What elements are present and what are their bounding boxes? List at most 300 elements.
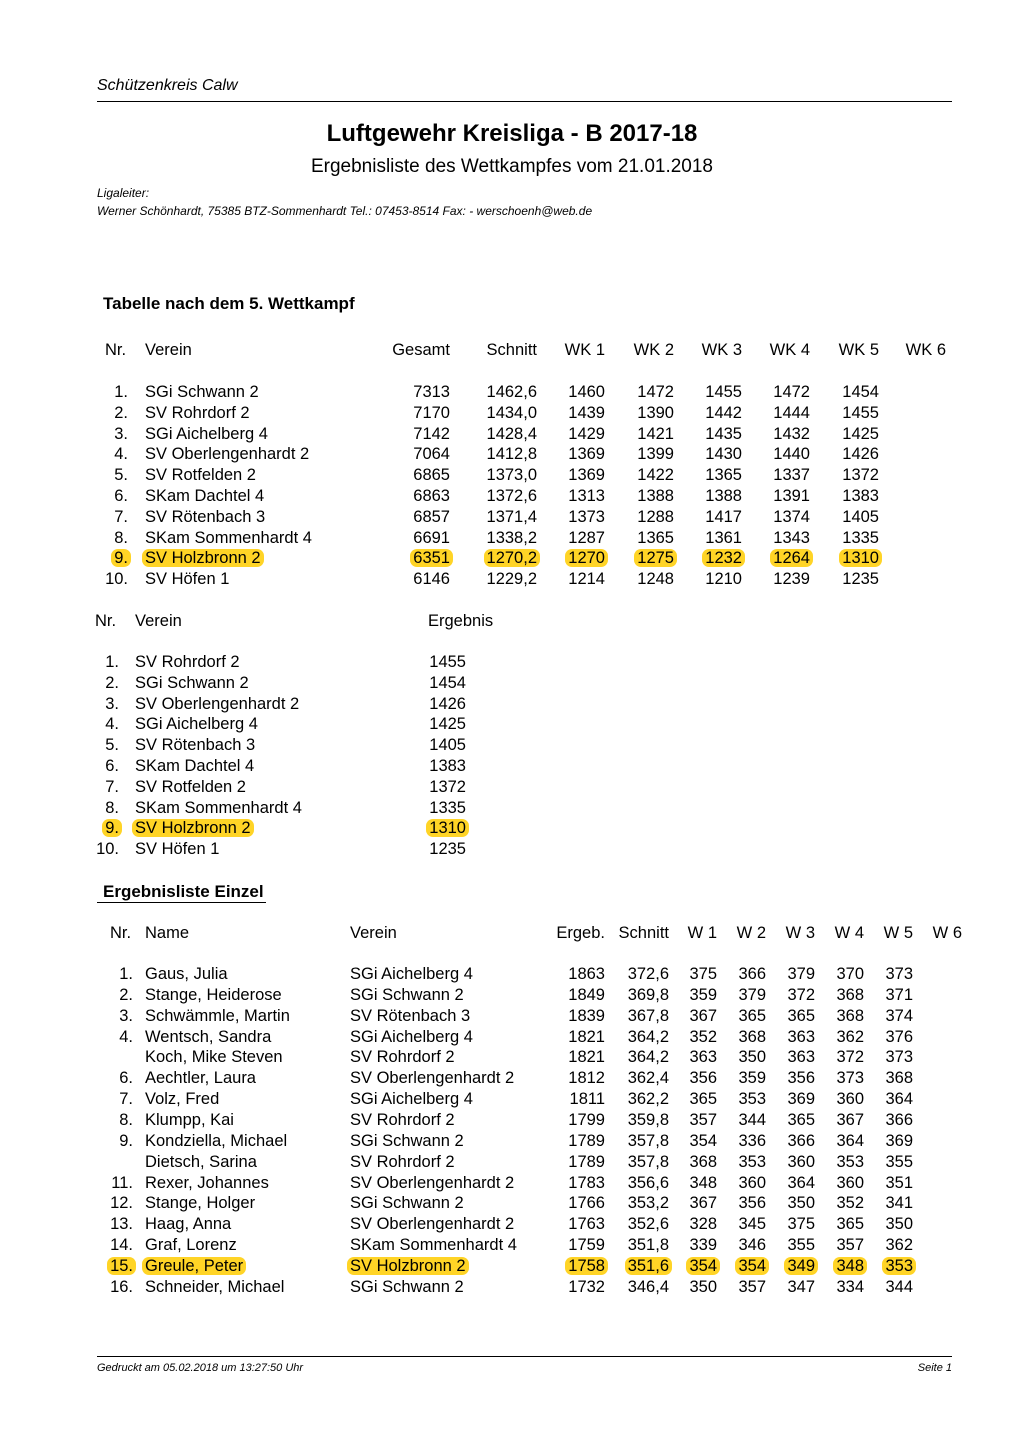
table1-row-0-cell-6 xyxy=(705,383,742,402)
table2-row-4-cell-1 xyxy=(135,736,255,755)
table1-row-9-cell-2-text: 6146 xyxy=(413,570,450,589)
table1-row-3-cell-0 xyxy=(114,445,128,464)
table3-row-1-cell-4 xyxy=(628,986,669,1005)
table2-row-9-cell-2-text: 1235 xyxy=(429,840,466,859)
table3-row-0-cell-3 xyxy=(568,965,605,984)
table1-row-7-cell-7 xyxy=(773,529,810,548)
table3-row-1-cell-1 xyxy=(145,986,282,1005)
table3-row-14-cell-4-text: 351,6 xyxy=(625,1257,672,1275)
table3-row-12-cell-8-text: 365 xyxy=(836,1215,864,1234)
table3-row-14-cell-7-text: 349 xyxy=(784,1257,818,1275)
table1-row-1-cell-8 xyxy=(842,404,879,423)
table3-row-15-cell-5-text: 350 xyxy=(689,1277,717,1296)
table3-row-4-cell-4-text: 364,2 xyxy=(627,1048,669,1067)
table3-row-8-cell-7-text: 366 xyxy=(787,1131,815,1150)
table3-row-12-cell-5 xyxy=(689,1215,717,1234)
table1-row-5-cell-8-text: 1383 xyxy=(842,487,879,505)
table1-row-7-cell-8-text: 1335 xyxy=(842,528,879,547)
table3-row-6-cell-6 xyxy=(738,1090,766,1109)
table1-row-4-cell-8-text: 1372 xyxy=(842,466,879,485)
table1-row-2-cell-0-text: 3. xyxy=(114,424,128,443)
table2-row-9-cell-0-text: 10. xyxy=(96,840,119,859)
table3-row-7-cell-2 xyxy=(350,1111,455,1130)
table3-row-5-cell-3-text: 1812 xyxy=(568,1069,605,1088)
table3-row-7-cell-4-text: 359,8 xyxy=(627,1110,669,1129)
table1-row-7-cell-6 xyxy=(705,529,742,548)
table3-row-15-cell-9 xyxy=(885,1278,913,1297)
table3-row-1-cell-8-text: 368 xyxy=(836,985,864,1004)
table2-row-1-cell-0 xyxy=(105,674,119,693)
table3-row-6-cell-7 xyxy=(787,1090,815,1109)
table1-row-6-cell-8-text: 1405 xyxy=(842,507,879,526)
table2-row-4-cell-0-text: 5. xyxy=(105,736,119,755)
table1-row-3-cell-6-text: 1430 xyxy=(705,445,742,464)
table2-row-8-cell-1 xyxy=(135,819,251,838)
table1-row-9-cell-0 xyxy=(105,570,128,589)
table3-row-9-cell-4 xyxy=(628,1153,669,1172)
table1-row-9-cell-4-text: 1214 xyxy=(568,570,605,589)
table2-header-1-text: Verein xyxy=(135,612,182,630)
table1-row-9-cell-6-text: 1210 xyxy=(705,570,742,589)
table3-row-14-cell-3 xyxy=(568,1257,605,1276)
table3-header-6-text: W 2 xyxy=(736,924,766,942)
table1-row-5-cell-1-text: SKam Dachtel 4 xyxy=(145,487,265,505)
table1-row-0-cell-0-text: 1. xyxy=(114,383,128,401)
table3-row-0-cell-8 xyxy=(836,965,864,984)
table3-row-12-cell-2-text: SV Oberlengenhardt 2 xyxy=(350,1215,515,1234)
table1-row-0-cell-7-text: 1472 xyxy=(773,383,810,401)
table3-row-15-cell-8-text: 334 xyxy=(836,1277,864,1296)
table3-row-9-cell-9 xyxy=(885,1153,913,1172)
table1-row-5-cell-5 xyxy=(637,487,674,506)
table2-row-7-cell-2-text: 1335 xyxy=(429,798,466,817)
table1-row-6-cell-2 xyxy=(413,508,450,527)
table3-row-5-cell-3 xyxy=(568,1069,605,1088)
table1-row-0-cell-1 xyxy=(145,383,259,402)
table2-row-0-cell-2 xyxy=(429,653,466,672)
table3-row-9-cell-1 xyxy=(145,1153,257,1172)
table3-row-2-cell-6 xyxy=(738,1007,766,1026)
table1-row-5-cell-0-text: 6. xyxy=(114,487,128,505)
table1-header-2 xyxy=(392,341,450,360)
table3-row-13-cell-3 xyxy=(568,1236,605,1255)
table3-row-11-cell-3-text: 1766 xyxy=(568,1194,605,1213)
table3-row-13-cell-2 xyxy=(350,1236,517,1255)
table1-row-2-cell-4-text: 1429 xyxy=(568,424,605,443)
table3-row-4-cell-2 xyxy=(350,1048,455,1067)
table3-row-4-cell-5 xyxy=(689,1048,717,1067)
table3-header-3-text: Ergeb. xyxy=(556,924,605,942)
table3-row-0-cell-9 xyxy=(885,965,913,984)
table3-row-4-cell-8 xyxy=(836,1048,864,1067)
table3-row-13-cell-7 xyxy=(787,1236,815,1255)
table2-row-1-cell-1-text: SGi Schwann 2 xyxy=(135,673,249,692)
table3-row-13-cell-0-text: 14. xyxy=(110,1236,133,1255)
table1-row-8-cell-5-text: 1275 xyxy=(634,549,677,567)
table3-row-11-cell-8-text: 352 xyxy=(836,1194,864,1213)
table1-row-7-cell-2 xyxy=(413,529,450,548)
table3-row-4-cell-6 xyxy=(738,1048,766,1067)
table3-row-7-cell-9-text: 366 xyxy=(885,1110,913,1129)
table3-row-9-cell-3 xyxy=(568,1153,605,1172)
table3-row-14-cell-2-text: SV Holzbronn 2 xyxy=(347,1257,469,1275)
table1-row-0-cell-3-text: 1462,6 xyxy=(486,383,537,401)
table3-row-1-cell-6 xyxy=(738,986,766,1005)
table3-row-12-cell-7 xyxy=(787,1215,815,1234)
table3-row-3-cell-2 xyxy=(350,1028,473,1047)
table1-row-8-cell-4-text: 1270 xyxy=(565,549,608,567)
table3-row-8-cell-5-text: 354 xyxy=(689,1131,717,1150)
table3-row-13-cell-1-text: Graf, Lorenz xyxy=(145,1236,237,1255)
table3-row-9-cell-5-text: 368 xyxy=(689,1152,717,1171)
table3-header-2 xyxy=(350,924,397,943)
table3-row-14-cell-6 xyxy=(738,1257,766,1276)
table3-row-1-cell-7 xyxy=(787,986,815,1005)
table1-row-5-cell-7 xyxy=(773,487,810,506)
table1-header-8 xyxy=(839,341,879,360)
table1-row-0-cell-5-text: 1472 xyxy=(637,383,674,401)
table2-header-0-text: Nr. xyxy=(95,612,117,630)
table3-row-7-cell-5-text: 357 xyxy=(689,1110,717,1129)
table1-row-7-cell-6-text: 1361 xyxy=(705,528,742,547)
table1-row-6-cell-5-text: 1288 xyxy=(637,507,674,526)
table3-row-3-cell-5 xyxy=(689,1028,717,1047)
table3-row-7-cell-6-text: 344 xyxy=(738,1110,766,1129)
table3-row-12-cell-3 xyxy=(568,1215,605,1234)
table1-row-7-cell-7-text: 1343 xyxy=(773,528,810,547)
table3-header-5 xyxy=(688,924,717,943)
table2-row-8-cell-0-text: 9. xyxy=(102,819,122,837)
table2-row-7-cell-1 xyxy=(135,799,302,818)
table1-row-3-cell-8-text: 1426 xyxy=(842,445,879,464)
table2-row-5-cell-0-text: 6. xyxy=(105,757,119,775)
table3-row-3-cell-8-text: 362 xyxy=(836,1027,864,1046)
table1-row-8-cell-0-text: 9. xyxy=(111,549,131,567)
table1-row-3-cell-8 xyxy=(842,445,879,464)
table3-row-6-cell-4 xyxy=(628,1090,669,1109)
table3-row-9-cell-6-text: 353 xyxy=(738,1152,766,1171)
table3-row-4-cell-2-text: SV Rohrdorf 2 xyxy=(350,1048,455,1067)
table1-row-9-cell-8 xyxy=(842,570,879,589)
table3-row-8-cell-8 xyxy=(836,1132,864,1151)
table1-row-7-cell-1-text: SKam Sommenhardt 4 xyxy=(145,528,312,547)
table2-row-9-cell-0 xyxy=(96,840,119,859)
table2-row-8-cell-0 xyxy=(105,819,119,838)
table3-header-0-text: Nr. xyxy=(110,924,132,942)
table2-row-0-cell-1 xyxy=(135,653,240,672)
table1-header-7-text: WK 4 xyxy=(769,341,810,359)
table3-row-6-cell-9 xyxy=(885,1090,913,1109)
table3-row-11-cell-7 xyxy=(787,1194,815,1213)
table3-row-13-cell-9 xyxy=(885,1236,913,1255)
table3-row-15-cell-0-text: 16. xyxy=(110,1277,133,1296)
table3-row-3-cell-3-text: 1821 xyxy=(568,1027,605,1046)
table3-row-12-cell-0 xyxy=(110,1215,133,1234)
table3-row-5-cell-2-text: SV Oberlengenhardt 2 xyxy=(350,1069,515,1088)
table1-row-0-cell-8-text: 1454 xyxy=(842,383,879,401)
table1-header-9 xyxy=(906,341,946,360)
table3-row-13-cell-2-text: SKam Sommenhardt 4 xyxy=(350,1236,517,1255)
table3-row-3-cell-9 xyxy=(885,1028,913,1047)
table3-row-1-cell-3-text: 1849 xyxy=(568,985,605,1004)
table1-row-5-cell-0 xyxy=(114,487,128,506)
table1-row-7-cell-0-text: 8. xyxy=(114,528,128,547)
table1-row-1-cell-3-text: 1434,0 xyxy=(486,403,537,422)
table3-row-1-cell-9 xyxy=(885,986,913,1005)
table1-row-8-cell-1-text: SV Holzbronn 2 xyxy=(142,549,264,567)
table3-row-9-cell-2 xyxy=(350,1153,455,1172)
table1-row-8-cell-2-text: 6351 xyxy=(410,549,453,567)
table3-row-5-cell-5 xyxy=(689,1069,717,1088)
table1-row-6-cell-1 xyxy=(145,508,265,527)
table3-row-12-cell-8 xyxy=(836,1215,864,1234)
table3-row-14-cell-0-text: 15. xyxy=(107,1257,136,1275)
table3-row-12-cell-4-text: 352,6 xyxy=(627,1215,669,1234)
table3-row-13-cell-8 xyxy=(836,1236,864,1255)
table3-row-13-cell-6 xyxy=(738,1236,766,1255)
table3-row-7-cell-9 xyxy=(885,1111,913,1130)
table2-row-7-cell-0-text: 8. xyxy=(105,798,119,817)
table3-row-8-cell-2 xyxy=(350,1132,464,1151)
table3-row-8-cell-7 xyxy=(787,1132,815,1151)
table2-row-4-cell-2 xyxy=(429,736,466,755)
table3-row-14-cell-5-text: 354 xyxy=(686,1257,720,1275)
table3-row-3-cell-6-text: 368 xyxy=(738,1027,766,1046)
table3-row-11-cell-0 xyxy=(110,1194,133,1213)
table2-row-0-cell-2-text: 1455 xyxy=(429,653,466,671)
table2-row-4-cell-1-text: SV Rötenbach 3 xyxy=(135,736,256,755)
table3-row-11-cell-5-text: 367 xyxy=(689,1194,717,1213)
table3-title-underline xyxy=(97,902,266,903)
table3-row-2-cell-8-text: 368 xyxy=(836,1006,864,1025)
table3-row-10-cell-3 xyxy=(568,1174,605,1193)
table3-header-7 xyxy=(786,924,815,943)
table2-header-0 xyxy=(95,612,116,631)
table1-row-6-cell-3-text: 1371,4 xyxy=(486,507,537,526)
table1-row-7-cell-1 xyxy=(145,529,312,548)
table2-row-2-cell-1-text: SV Oberlengenhardt 2 xyxy=(135,694,300,713)
table1-row-2-cell-8-text: 1425 xyxy=(842,424,879,443)
table3-row-1-cell-9-text: 371 xyxy=(885,985,913,1004)
table3-row-6-cell-5-text: 365 xyxy=(689,1090,717,1109)
table1-row-3-cell-1-text: SV Oberlengenhardt 2 xyxy=(145,445,310,464)
table3-row-2-cell-7-text: 365 xyxy=(787,1006,815,1025)
table1-row-5-cell-2-text: 6863 xyxy=(413,487,450,505)
table3-row-0-cell-5 xyxy=(689,965,717,984)
table2-row-6-cell-1 xyxy=(135,778,246,797)
table1-row-4-cell-7-text: 1337 xyxy=(773,466,810,485)
table3-row-5-cell-0 xyxy=(119,1069,133,1088)
table3-row-1-cell-4-text: 369,8 xyxy=(627,985,669,1004)
table3-row-6-cell-1-text: Volz, Fred xyxy=(145,1090,220,1109)
table1-header-5-text: WK 2 xyxy=(633,341,674,359)
table3-title xyxy=(103,882,264,902)
table2-row-8-cell-1-text: SV Holzbronn 2 xyxy=(132,819,254,837)
table3-row-11-cell-6-text: 356 xyxy=(738,1194,766,1213)
table1-row-4-cell-1-text: SV Rotfelden 2 xyxy=(145,466,256,485)
table3-row-9-cell-7-text: 360 xyxy=(787,1152,815,1171)
table1-row-8-cell-7 xyxy=(773,549,810,568)
table3-row-7-cell-1 xyxy=(145,1111,234,1130)
table1-row-1-cell-2 xyxy=(413,404,450,423)
leader-label: Ligaleiter: xyxy=(97,186,150,200)
table1-header-6 xyxy=(702,341,742,360)
table1-row-1-cell-2-text: 7170 xyxy=(413,403,450,422)
table1-row-2-cell-8 xyxy=(842,425,879,444)
table1-row-1-cell-1-text: SV Rohrdorf 2 xyxy=(145,403,250,422)
table1-row-1-cell-6 xyxy=(705,404,742,423)
table3-row-8-cell-4-text: 357,8 xyxy=(627,1131,669,1150)
table3-header-4-text: Schnitt xyxy=(618,924,669,942)
table3-row-11-cell-4-text: 353,2 xyxy=(627,1194,669,1213)
table2-row-6-cell-0-text: 7. xyxy=(105,777,119,796)
table3-row-6-cell-9-text: 364 xyxy=(885,1090,913,1109)
table1-row-8-cell-4 xyxy=(568,549,605,568)
table1-row-2-cell-2 xyxy=(413,425,450,444)
table3-row-2-cell-9-text: 374 xyxy=(885,1006,913,1025)
table3-row-10-cell-1-text: Rexer, Johannes xyxy=(145,1173,269,1192)
table3-row-3-cell-5-text: 352 xyxy=(689,1027,717,1046)
table1-row-7-cell-0 xyxy=(114,529,128,548)
table1-row-2-cell-3 xyxy=(487,425,537,444)
table1-row-3-cell-5-text: 1399 xyxy=(637,445,674,464)
table3-row-7-cell-6 xyxy=(738,1111,766,1130)
table1-row-9-cell-4 xyxy=(568,570,605,589)
table3-row-7-cell-8-text: 367 xyxy=(836,1110,864,1129)
table1-row-2-cell-6 xyxy=(705,425,742,444)
table1-row-5-cell-4-text: 1313 xyxy=(568,487,605,505)
table3-row-12-cell-0-text: 13. xyxy=(110,1215,133,1234)
table3-row-3-cell-1 xyxy=(145,1028,271,1047)
table3-row-10-cell-5 xyxy=(689,1174,717,1193)
table1-header-0-text: Nr. xyxy=(105,341,127,359)
table3-row-11-cell-1 xyxy=(145,1194,255,1213)
table3-row-10-cell-8-text: 360 xyxy=(836,1173,864,1192)
table1-title: Tabelle nach dem 5. Wettkampf xyxy=(103,294,355,313)
table3-row-7-cell-0-text: 8. xyxy=(119,1110,133,1129)
table3-row-11-cell-5 xyxy=(689,1194,717,1213)
table2-row-7-cell-2 xyxy=(429,799,466,818)
table2-row-5-cell-2-text: 1383 xyxy=(429,757,466,775)
table1-row-2-cell-7 xyxy=(773,425,810,444)
table3-row-5-cell-6 xyxy=(738,1069,766,1088)
table3-row-1-cell-1-text: Stange, Heiderose xyxy=(145,985,282,1004)
table3-row-0-cell-4-text: 372,6 xyxy=(627,965,669,983)
table3-row-13-cell-4 xyxy=(628,1236,669,1255)
table3-row-13-cell-5 xyxy=(689,1236,717,1255)
table1-row-3-cell-4 xyxy=(568,445,605,464)
table3-row-3-cell-8 xyxy=(836,1028,864,1047)
table3-row-5-cell-6-text: 359 xyxy=(738,1069,766,1088)
table3-row-10-cell-1 xyxy=(145,1174,269,1193)
table3-row-2-cell-6-text: 365 xyxy=(738,1006,766,1025)
table3-row-7-cell-2-text: SV Rohrdorf 2 xyxy=(350,1110,455,1129)
table3-row-0-cell-2-text: SGi Aichelberg 4 xyxy=(350,965,473,983)
table3-row-6-cell-7-text: 369 xyxy=(787,1090,815,1109)
table2-row-0-cell-0 xyxy=(105,653,119,672)
table1-row-3-cell-0-text: 4. xyxy=(114,445,128,464)
table3-row-12-cell-2 xyxy=(350,1215,514,1234)
table1-row-1-cell-8-text: 1455 xyxy=(842,403,879,422)
table3-row-8-cell-1 xyxy=(145,1132,287,1151)
table1-row-0-cell-4 xyxy=(568,383,605,402)
table3-row-9-cell-3-text: 1789 xyxy=(568,1152,605,1171)
table1-row-2-cell-1 xyxy=(145,425,268,444)
table1-row-8-cell-5 xyxy=(637,549,674,568)
table3-row-5-cell-1-text: Aechtler, Laura xyxy=(145,1069,256,1088)
table3-row-6-cell-0-text: 7. xyxy=(119,1090,133,1109)
table1-row-3-cell-7 xyxy=(773,445,810,464)
table3-row-14-cell-7 xyxy=(787,1257,815,1276)
table1-header-3 xyxy=(487,341,537,360)
table1-row-5-cell-5-text: 1388 xyxy=(637,487,674,505)
table3-row-3-cell-7 xyxy=(787,1028,815,1047)
table3-row-2-cell-9 xyxy=(885,1007,913,1026)
table3-row-2-cell-0 xyxy=(119,1007,133,1026)
table3-header-0 xyxy=(110,924,131,943)
table1-row-9-cell-6 xyxy=(705,570,742,589)
table3-row-4-cell-9-text: 373 xyxy=(885,1048,913,1067)
table1-row-2-cell-1-text: SGi Aichelberg 4 xyxy=(145,424,268,443)
table3-row-4-cell-3-text: 1821 xyxy=(568,1048,605,1067)
table1-row-3-cell-3 xyxy=(487,445,537,464)
table3-row-5-cell-8-text: 373 xyxy=(836,1069,864,1088)
table3-row-15-cell-1 xyxy=(145,1278,284,1297)
leader-info: Werner Schönhardt, 75385 BTZ-Sommenhardt Tel.: 07453-8514 Fax: - werschoenh@web.de xyxy=(97,204,593,218)
table1-row-4-cell-0-text: 5. xyxy=(114,466,128,485)
table3-row-15-cell-8 xyxy=(836,1278,864,1297)
table3-row-10-cell-8 xyxy=(836,1174,864,1193)
table1-row-4-cell-3-text: 1373,0 xyxy=(486,466,537,485)
table1-row-3-cell-4-text: 1369 xyxy=(568,445,605,464)
table3-row-11-cell-4 xyxy=(628,1194,669,1213)
table3-row-5-cell-2 xyxy=(350,1069,514,1088)
table1-row-7-cell-5 xyxy=(637,529,674,548)
table3-row-10-cell-9-text: 351 xyxy=(885,1173,913,1192)
table1-row-4-cell-6 xyxy=(705,466,742,485)
table3-header-2-text: Verein xyxy=(350,924,397,942)
table3-row-12-cell-5-text: 328 xyxy=(689,1215,717,1234)
table1-row-7-cell-4 xyxy=(568,529,605,548)
table3-row-9-cell-9-text: 355 xyxy=(885,1152,913,1171)
table1-header-0 xyxy=(105,341,126,360)
table1-row-0-cell-0 xyxy=(114,383,128,402)
table2-header-2-text: Ergebnis xyxy=(428,612,494,630)
table1-row-9-cell-3 xyxy=(487,570,537,589)
table1-row-6-cell-0 xyxy=(114,508,128,527)
table3-row-13-cell-1 xyxy=(145,1236,237,1255)
table1-row-6-cell-7 xyxy=(773,508,810,527)
table3-row-14-cell-6-text: 354 xyxy=(735,1257,769,1275)
table3-row-12-cell-1 xyxy=(145,1215,231,1234)
page-subtitle: Ergebnisliste des Wettkampfes vom 21.01.2018 xyxy=(310,156,714,177)
table3-row-8-cell-6-text: 336 xyxy=(738,1131,766,1150)
table3-row-9-cell-6 xyxy=(738,1153,766,1172)
table3-row-14-cell-1-text: Greule, Peter xyxy=(142,1257,246,1275)
table3-row-7-cell-1-text: Klumpp, Kai xyxy=(145,1110,234,1129)
table3-row-10-cell-2 xyxy=(350,1174,514,1193)
table2-row-5-cell-2 xyxy=(429,757,466,776)
table3-row-14-cell-9 xyxy=(885,1257,913,1276)
table3-row-5-cell-0-text: 6. xyxy=(119,1069,133,1088)
table3-row-0-cell-4 xyxy=(628,965,669,984)
table3-row-10-cell-7-text: 364 xyxy=(787,1173,815,1192)
table1-row-1-cell-5 xyxy=(637,404,674,423)
header-rule xyxy=(97,101,952,102)
table3-row-0-cell-9-text: 373 xyxy=(885,965,913,983)
table3-row-8-cell-0-text: 9. xyxy=(119,1131,133,1150)
table3-row-15-cell-0 xyxy=(110,1278,133,1297)
